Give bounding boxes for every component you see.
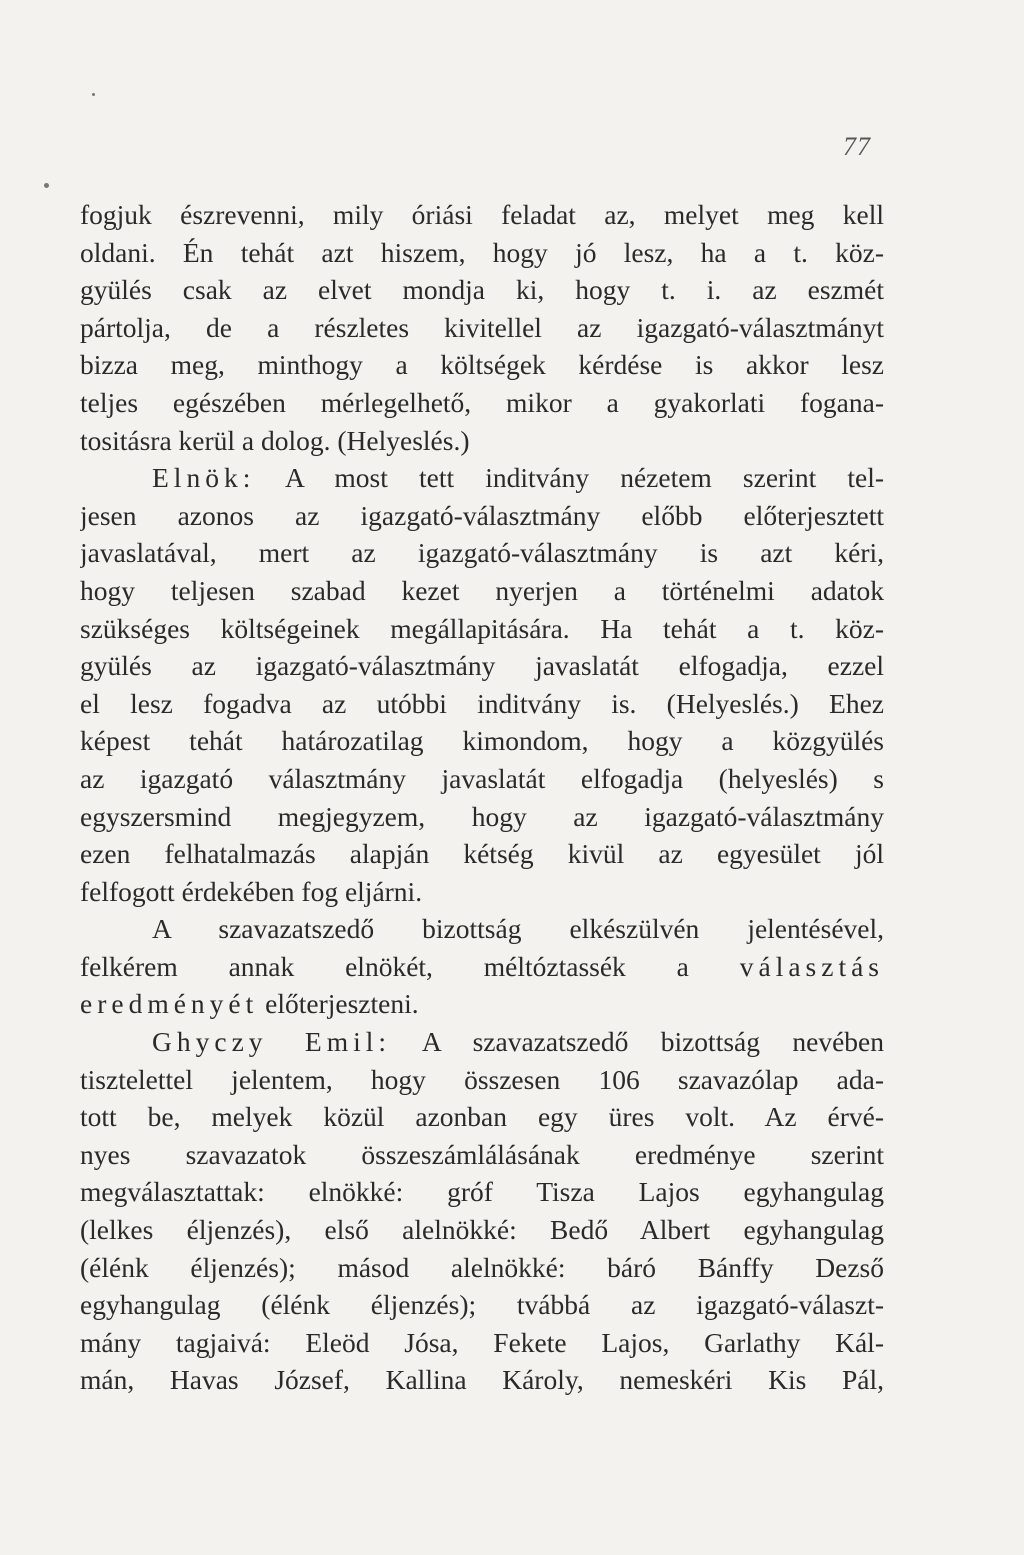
line-text: mány tagjaivá: Eleöd Jósa, Fekete Lajos, Garlathy Kál- xyxy=(80,1326,884,1358)
line-text: egyszersmind megjegyzem, hogy az igazgató-választmány xyxy=(80,800,884,832)
line-text: hogy teljesen szabad kezet nyerjen a történelmi adatok xyxy=(80,574,884,606)
text-line xyxy=(80,534,884,572)
text-line xyxy=(80,572,884,610)
speaker-name: Elnök: xyxy=(152,462,256,494)
line-text: pártolja, de a részletes kivitellel az igazgató-választmányt xyxy=(80,311,884,343)
speaker-name: Ghyczy Emil: xyxy=(152,1026,392,1058)
print-speck xyxy=(92,93,95,96)
text-line xyxy=(80,309,884,347)
line-text: ezen felhatalmazás alapján kétség kivül az egyesület jól xyxy=(80,838,884,870)
text-line xyxy=(80,685,884,723)
line-text: nyes szavazatok összeszámlálásának eredménye szerint xyxy=(80,1138,884,1170)
text-line xyxy=(80,985,884,1023)
text-line xyxy=(80,1023,884,1061)
line-text: fogjuk észrevenni, mily óriási feladat az, melyet meg kell xyxy=(80,199,884,230)
text-line xyxy=(80,497,884,535)
text-line xyxy=(80,1211,884,1249)
line-text: A szavazatszedő bizottság nevében xyxy=(391,1026,884,1058)
line-text: mán, Havas József, Kallina Károly, nemeskéri Kis Pál, xyxy=(80,1364,884,1396)
text-line xyxy=(80,422,884,460)
line-text: egyhangulag (élénk éljenzés); tvábbá az igazgató-választ- xyxy=(80,1289,884,1321)
emphasized-word: eredményét xyxy=(80,988,259,1020)
line-text: az igazgató választmány javaslatát elfogadja (helyeslés) s xyxy=(80,762,884,794)
line-text: oldani. Én tehát azt hiszem, hogy jó lesz, ha a t. köz- xyxy=(80,236,884,268)
body-text xyxy=(80,196,884,1399)
text-line xyxy=(80,948,884,986)
line-text: szükséges költségeinek megállapitására. Ha tehát a t. köz- xyxy=(80,612,884,644)
text-line xyxy=(80,1286,884,1324)
line-text: (élénk éljenzés); másod alelnökké: báró Bánffy Dezső xyxy=(80,1251,884,1283)
line-text: gyülés csak az elvet mondja ki, hogy t. i. az eszmét xyxy=(80,274,884,306)
line-text: gyülés az igazgató-választmány javaslatát elfogadja, ezzel xyxy=(80,650,884,682)
line-text: bizza meg, minthogy a költségek kérdése is akkor lesz xyxy=(80,349,884,381)
text-line xyxy=(80,1173,884,1211)
text-line xyxy=(80,1361,884,1399)
line-text: A szavazatszedő bizottság elkészülvén jelentésével, xyxy=(152,913,884,945)
text-line xyxy=(80,873,884,911)
text-line xyxy=(80,910,884,948)
text-line xyxy=(80,1098,884,1136)
text-line xyxy=(80,384,884,422)
line-text: teljes egészében mérlegelhető, mikor a gyakorlati fogana- xyxy=(80,386,884,418)
line-text: A most tett inditvány nézetem szerint tel- xyxy=(255,462,884,494)
page-number: 77 xyxy=(843,132,871,161)
text-line xyxy=(80,1136,884,1174)
line-text: előterjeszteni. xyxy=(258,988,419,1020)
text-line xyxy=(80,1249,884,1287)
line-text: tott be, melyek közül azonban egy üres volt. Az érvé- xyxy=(80,1101,884,1133)
text-line xyxy=(80,722,884,760)
line-text: javaslatával, mert az igazgató-választmány is azt kéri, xyxy=(80,537,884,569)
line-text: képest tehát határozatilag kimondom, hogy a közgyülés xyxy=(80,725,884,757)
print-speck xyxy=(44,183,49,188)
text-line xyxy=(80,271,884,309)
line-text: (lelkes éljenzés), első alelnökké: Bedő Albert egyhangulag xyxy=(80,1214,884,1246)
text-line xyxy=(80,346,884,384)
text-line xyxy=(80,835,884,873)
text-line xyxy=(80,234,884,272)
text-line xyxy=(80,760,884,798)
line-text: felfogott érdekében fog eljárni. xyxy=(80,875,423,907)
emphasized-word: választás xyxy=(739,950,884,982)
line-text: jesen azonos az igazgató-választmány előbb előterjesztett xyxy=(80,499,884,531)
line-text: el lesz fogadva az utóbbi inditvány is. (Helyeslés.) Ehez xyxy=(80,687,884,719)
text-line xyxy=(80,647,884,685)
line-text: megválasztattak: elnökké: gróf Tisza Lajos egyhangulag xyxy=(80,1176,884,1208)
text-line xyxy=(80,459,884,497)
text-line xyxy=(80,1324,884,1362)
line-text: tisztelettel jelentem, hogy összesen 106 szavazólap ada- xyxy=(80,1063,884,1095)
text-line xyxy=(80,196,884,234)
text-line xyxy=(80,610,884,648)
line-text: felkérem annak elnökét, méltóztassék a xyxy=(80,950,740,982)
text-line xyxy=(80,798,884,836)
line-text: tositásra kerül a dolog. (Helyeslés.) xyxy=(80,424,470,456)
text-line xyxy=(80,1061,884,1099)
